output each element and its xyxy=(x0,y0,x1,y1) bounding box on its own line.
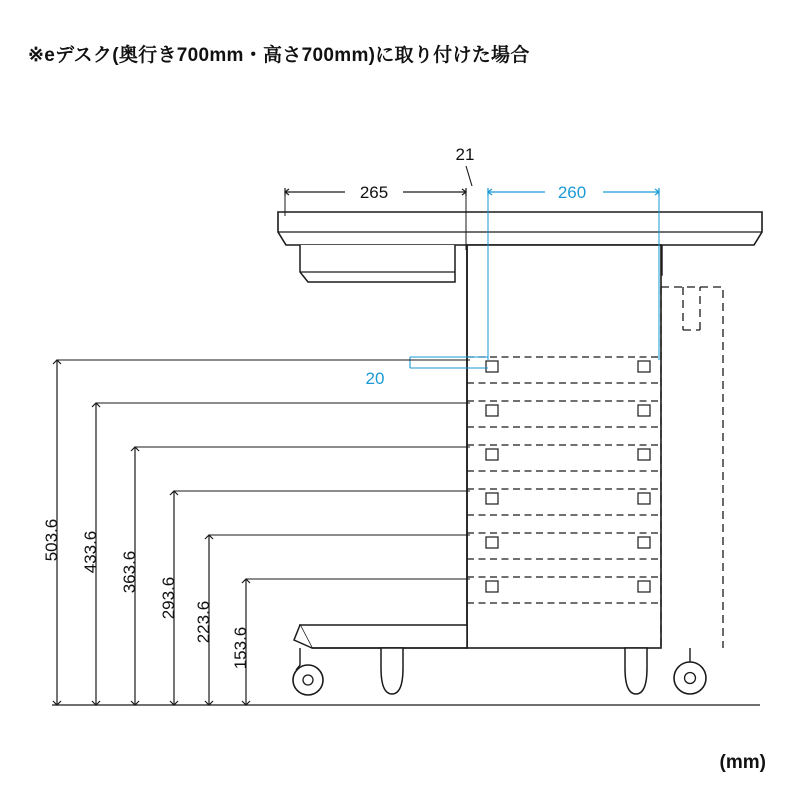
dimension-label-265: 265 xyxy=(359,183,389,202)
caster-front-right xyxy=(625,648,647,694)
desk-top-shape xyxy=(278,212,762,245)
dimension-label-20: 20 xyxy=(365,369,385,388)
dimension-label-260: 260 xyxy=(557,183,587,202)
unit-label: (mm) xyxy=(719,752,766,773)
cabinet-rear-panel xyxy=(661,287,723,648)
caster-front-left xyxy=(293,648,323,695)
dimension-label-223-6: 223.6 xyxy=(194,600,213,644)
dimension-label-21: 21 xyxy=(455,145,475,164)
dimension-label-293-6: 293.6 xyxy=(159,576,178,620)
keyboard-tray-shape xyxy=(300,245,455,282)
dimension-label-363-6: 363.6 xyxy=(120,550,139,594)
dimension-label-503-6: 503.6 xyxy=(42,518,61,562)
page-title: ※eデスク(奥行き700mm・高さ700mm)に取り付けた場合 xyxy=(28,45,530,66)
caster-rear-left xyxy=(381,648,403,694)
cabinet-body xyxy=(467,245,661,648)
vertical-dimension-lines xyxy=(53,360,470,705)
dimension-label-153-6: 153.6 xyxy=(231,626,250,670)
desk-base-frame xyxy=(294,625,467,648)
caster-rear-right xyxy=(674,648,706,694)
dimension-label-433-6: 433.6 xyxy=(81,530,100,574)
